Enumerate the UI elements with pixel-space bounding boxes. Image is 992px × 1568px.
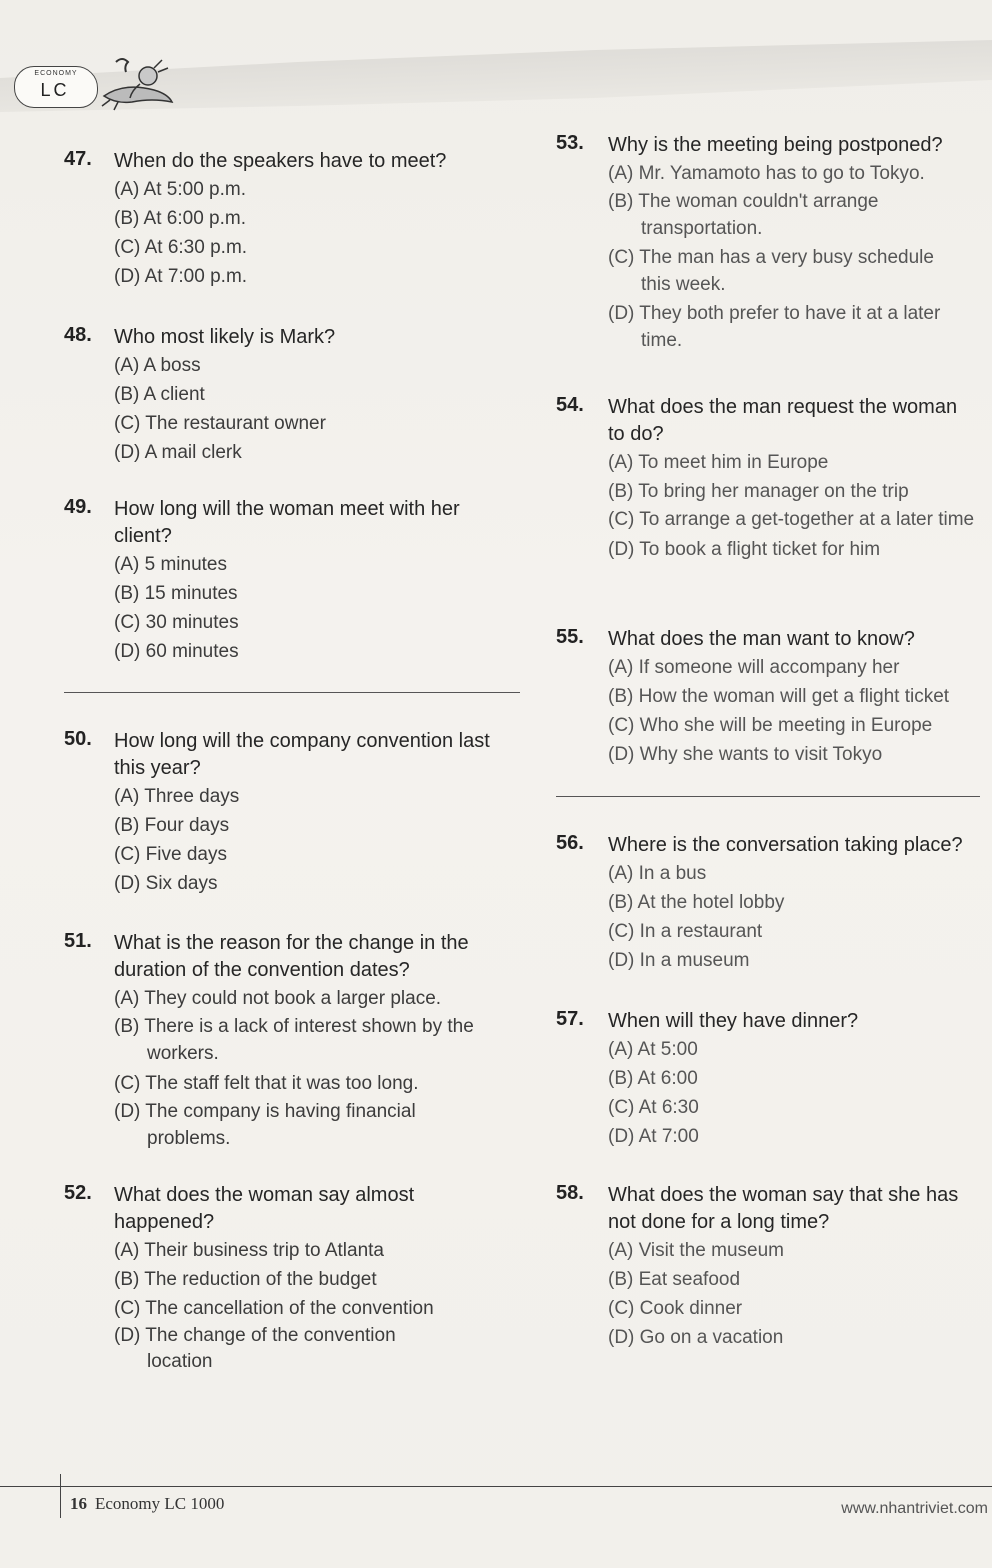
- question-number: 50.: [64, 728, 92, 750]
- answer-option: (C) The man has a very busy schedule this week.: [608, 247, 934, 295]
- answer-option: (C) Cook dinner: [608, 1298, 743, 1319]
- question-text: When will they have dinner?: [608, 1010, 859, 1032]
- footer-tick-mark: [60, 1474, 61, 1518]
- answer-option: (A) They could not book a larger place.: [114, 988, 442, 1009]
- publisher-website: www.nhantriviet.com: [841, 1500, 988, 1517]
- question-number: 57.: [556, 1008, 584, 1030]
- answer-option: (C) In a restaurant: [608, 921, 763, 942]
- logo-title: LC: [40, 80, 70, 100]
- answer-option: (A) Three days: [114, 786, 240, 807]
- answer-option: (D) They both prefer to have it at a later time.: [608, 303, 941, 351]
- answer-option: (C) The staff felt that it was too long.: [114, 1073, 419, 1094]
- question-number: 56.: [556, 832, 584, 854]
- question-text: Who most likely is Mark?: [114, 326, 336, 348]
- footer-rule: [0, 1486, 992, 1487]
- answer-option: (B) A client: [114, 384, 205, 405]
- question-48: [64, 324, 504, 467]
- question-text: What is the reason for the change in the duration of the convention dates?: [114, 932, 469, 981]
- question-number: 51.: [64, 930, 92, 952]
- answer-option: (A) Visit the museum: [608, 1240, 784, 1261]
- question-50: [64, 728, 504, 898]
- mascot-illustration: [96, 54, 176, 112]
- question-58: [556, 1182, 976, 1352]
- answer-option: (C) 30 minutes: [114, 612, 239, 633]
- answer-option: (B) At 6:00: [608, 1068, 698, 1089]
- answer-option: (D) Six days: [114, 873, 218, 894]
- question-54: [556, 394, 976, 564]
- answer-option: (C) The cancellation of the convention: [114, 1298, 434, 1319]
- question-text: Where is the conversation taking place?: [608, 834, 963, 856]
- question-number: 58.: [556, 1182, 584, 1204]
- question-number: 48.: [64, 324, 92, 346]
- question-text: How long will the woman meet with her client?: [114, 498, 460, 547]
- question-text: Why is the meeting being postponed?: [608, 134, 943, 156]
- answer-option: (A) At 5:00: [608, 1039, 698, 1060]
- question-52: [64, 1182, 504, 1375]
- answer-option: (A) Their business trip to Atlanta: [114, 1240, 384, 1261]
- question-55: [556, 626, 976, 769]
- answer-option: (D) Go on a vacation: [608, 1327, 784, 1348]
- answer-option: (A) Mr. Yamamoto has to go to Tokyo.: [608, 163, 925, 184]
- question-57: [556, 1008, 976, 1151]
- answer-option: (B) There is a lack of interest shown by the workers.: [114, 1016, 474, 1064]
- question-number: 47.: [64, 148, 92, 170]
- page-number: 16: [70, 1494, 87, 1513]
- answer-option: (D) In a museum: [608, 950, 750, 971]
- answer-option: (A) A boss: [114, 355, 201, 376]
- question-number: 49.: [64, 496, 92, 518]
- answer-option: (C) At 6:30: [608, 1097, 699, 1118]
- question-text: What does the man request the woman to do?: [608, 396, 958, 445]
- answer-option: (A) To meet him in Europe: [608, 452, 829, 473]
- question-text: What does the woman say almost happened?: [114, 1184, 415, 1233]
- answer-option: (D) The company is having financial problems.: [114, 1101, 416, 1149]
- answer-option: (A) In a bus: [608, 863, 707, 884]
- answer-option: (C) The restaurant owner: [114, 413, 326, 434]
- question-number: 54.: [556, 394, 584, 416]
- question-number: 55.: [556, 626, 584, 648]
- logo-subtitle: ECONOMY: [34, 70, 78, 77]
- answer-option: (C) At 6:30 p.m.: [114, 237, 248, 258]
- question-text: What does the woman say that she has not done for a long time?: [608, 1184, 959, 1233]
- answer-option: (B) The reduction of the budget: [114, 1269, 377, 1290]
- answer-option: (A) If someone will accompany her: [608, 657, 900, 678]
- answer-option: (B) The woman couldn't arrange transportation.: [608, 191, 879, 239]
- answer-option: (D) To book a flight ticket for him: [608, 539, 881, 560]
- answer-option: (D) Why she wants to visit Tokyo: [608, 744, 883, 765]
- answer-option: (B) To bring her manager on the trip: [608, 481, 909, 502]
- answer-option: (D) 60 minutes: [114, 641, 239, 662]
- answer-option: (C) Who she will be meeting in Europe: [608, 715, 933, 736]
- question-49: [64, 496, 504, 666]
- economy-lc-logo: [14, 66, 98, 108]
- section-divider: [64, 692, 520, 693]
- question-47: [64, 148, 504, 291]
- question-53: [556, 132, 976, 354]
- answer-option: (A) 5 minutes: [114, 554, 227, 575]
- question-number: 52.: [64, 1182, 92, 1204]
- question-56: [556, 832, 976, 975]
- answer-option: (A) At 5:00 p.m.: [114, 179, 246, 200]
- question-text: How long will the company convention last this year?: [114, 730, 490, 779]
- answer-option: (B) How the woman will get a flight ticket: [608, 686, 950, 707]
- question-text: What does the man want to know?: [608, 628, 915, 650]
- answer-option: (D) A mail clerk: [114, 442, 242, 463]
- answer-option: (B) At 6:00 p.m.: [114, 208, 246, 229]
- answer-option: (B) Four days: [114, 815, 230, 836]
- answer-option: (D) The change of the convention location: [114, 1325, 396, 1372]
- question-text: When do the speakers have to meet?: [114, 150, 447, 172]
- answer-option: (B) At the hotel lobby: [608, 892, 785, 913]
- answer-option: (C) Five days: [114, 844, 227, 865]
- question-51: [64, 930, 504, 1152]
- answer-option: (B) Eat seafood: [608, 1269, 741, 1290]
- footer-book-info: [70, 1494, 224, 1514]
- answer-option: (D) At 7:00: [608, 1126, 699, 1147]
- answer-option: (C) To arrange a get-together at a later time: [608, 509, 975, 530]
- answer-option: (B) 15 minutes: [114, 583, 238, 604]
- book-title: Economy LC 1000: [95, 1494, 225, 1513]
- section-divider: [556, 796, 980, 797]
- question-number: 53.: [556, 132, 584, 154]
- answer-option: (D) At 7:00 p.m.: [114, 266, 248, 287]
